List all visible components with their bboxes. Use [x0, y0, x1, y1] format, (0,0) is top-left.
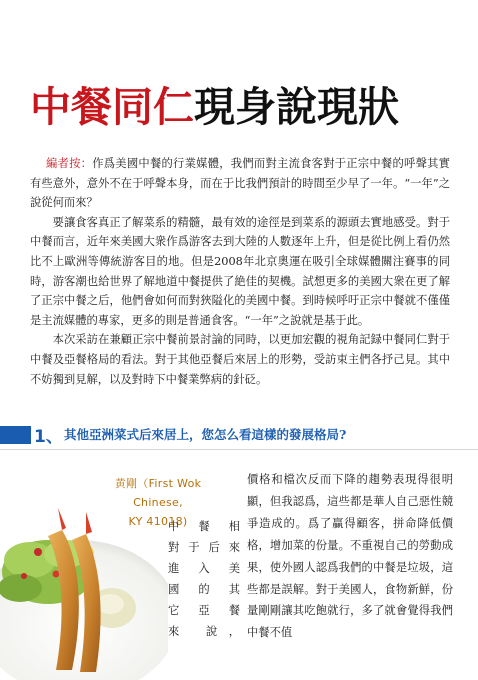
intro-paragraph-2: 要讓食客真正了解菜系的精髓，最有效的途徑是到菜系的源頭去實地感受。對于中餐而言，近年來美國大衆作爲游客去到大陸的人數逐年上升，但是從比例上看仍然比不上歐洲等傳統游客目的地。但是2008年北京奧運在吸引全球媒體關注賽事的同時，游客潮也給世界了解地道中餐提供了絶佳的契機。試想更多的美國大衆在更了解了正宗中餐之后，他們會如何而對狹隘化的美國中餐。到時候呼吁正宗中餐就不僅僅是主流媒體的專家，更多的則是普通食客。“一年”之說就是基于此。: [30, 215, 450, 327]
answer-column-right: 價格和檔次反而下降的趨勢表現得很明顯，但我認爲，這些都是華人自己惡性競爭造成的。爲了贏得顧客，拼命降低價格，增加菜的份量。不重視自己的勞動成果，使外國人認爲我們的中餐是垃圾，這些都是誤解。對于美國人，食物新鮮，份量剛剛讓其吃飽就行，多了就會覺得我們中餐不值: [247, 473, 453, 640]
question-text: 其他亞洲菜式后來居上，您怎么看這樣的發展格局?: [64, 427, 347, 442]
answer-column-left: [168, 516, 240, 642]
intro-paragraph-1: [30, 154, 450, 213]
page-title: [30, 82, 399, 132]
question-number: 1、: [34, 427, 63, 447]
answer-line: 中 餐 相: [168, 520, 240, 533]
answer-line: 來 說，: [168, 625, 240, 638]
intro-text: [30, 154, 450, 389]
credit-line-1: 黄剛（First Wok Chinese,: [114, 477, 202, 509]
title-black-part: 現身說現狀: [194, 83, 399, 131]
title-red-part: 中餐同仁: [30, 83, 194, 131]
answer-line: 對于后來: [168, 541, 240, 554]
credit-line-2: KY 41018): [128, 515, 188, 528]
answer-line: 進 入 美: [168, 562, 240, 575]
question-accent-bar: [0, 426, 31, 444]
intro-paragraph-1-text: 作爲美國中餐的行業媒體，我們而對主流食客對于正宗中餐的呼聲其實有些意外，意外不在于呼聲本身，而在于比我們預計的時間至少早了一年。“一年”之說從何而來？: [30, 157, 450, 210]
answer-line: 它 亞 餐: [168, 604, 240, 617]
question-heading: [0, 422, 478, 450]
answer-line: 國 的 其: [168, 583, 240, 596]
intro-paragraph-3: 本次采訪在兼顧正宗中餐前景討論的同時，以更加宏觀的視角記録中餐同仁對于中餐及亞餐格局的看法。對于其他亞餐后來居上的形勢，受訪束主們各抒己見。其中不妨獨到見解，以及對時下中餐業弊病的針砭。: [30, 333, 450, 386]
question-divider: [0, 449, 478, 450]
editor-note-label: 編者按：: [46, 157, 93, 170]
